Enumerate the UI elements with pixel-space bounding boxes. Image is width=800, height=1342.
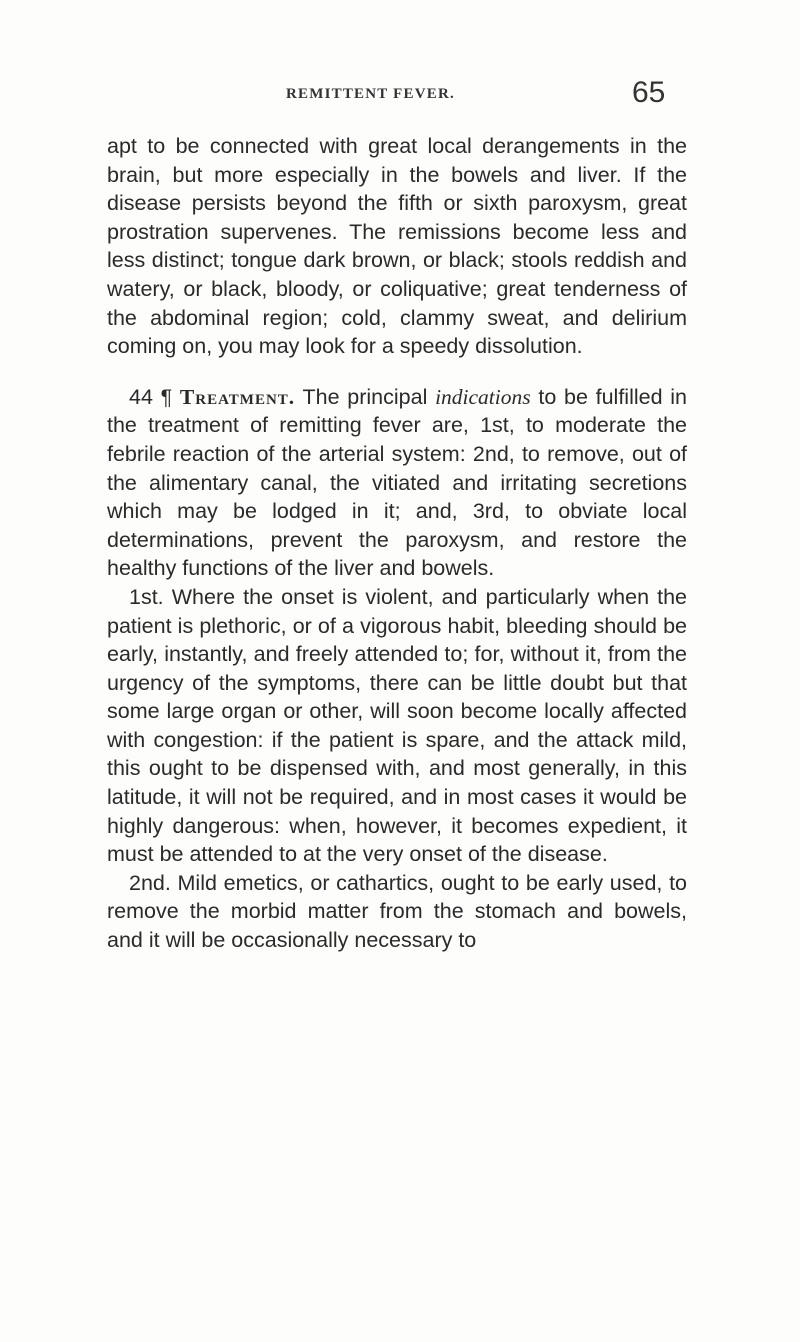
paragraph-text: to be fulfilled in the treatment of remitting fever are, 1st, to moderate the febrile reaction of the arterial system: 2nd, to remove, out of the alimentary canal, the vitiated and irritating secretions which may be lodged in it; and, 3rd, to obviate local determinations, prevent the paroxysm, and restore the healthy functions of the liver and bowels. — [107, 384, 687, 581]
paragraph-text: The principal — [302, 384, 428, 409]
paragraph-second-point: 2nd. Mild emetics, or cathartics, ought to be early used, to remove the morbid matter from the stomach and bowels, and it will be occasionally necessary to — [107, 870, 687, 953]
section-number: 44 ¶ — [129, 384, 173, 409]
body-text — [107, 132, 687, 955]
page-number: 65 — [632, 76, 666, 109]
italic-term: indications — [435, 384, 531, 409]
paragraph-first-point: 1st. Where the onset is violent, and particularly when the patient is plethoric, or of a vigorous habit, bleeding should be early, instantly, and freely attended to; for, without it, from the urgency of the symptoms, there can be little doubt but that some large organ or other, will soon become locally affected with congestion: if the patient is spare, and the attack mild, this ought to be dispensed with, and most generally, in this latitude, it will not be required, and in most cases it would be highly dangerous: when, however, it becomes expedient, it must be attended to at the very onset of the disease. — [107, 584, 687, 867]
running-head: REMITTENT FEVER. — [286, 86, 455, 102]
paragraph-continuation: apt to be connected with great local derangements in the brain, but more especially in the bowels and liver. If the disease persists beyond the fifth or sixth paroxysm, great prostration supervenes. The remissions become less and less distinct; tongue dark brown, or black; stools reddish and watery, or black, bloody, or coliquative; great tenderness of the abdominal region; cold, clammy sweat, and delirium coming on, you may look for a speedy dissolution. — [107, 134, 687, 359]
paragraph-treatment — [107, 383, 687, 583]
section-heading: Treatment. — [179, 384, 296, 409]
